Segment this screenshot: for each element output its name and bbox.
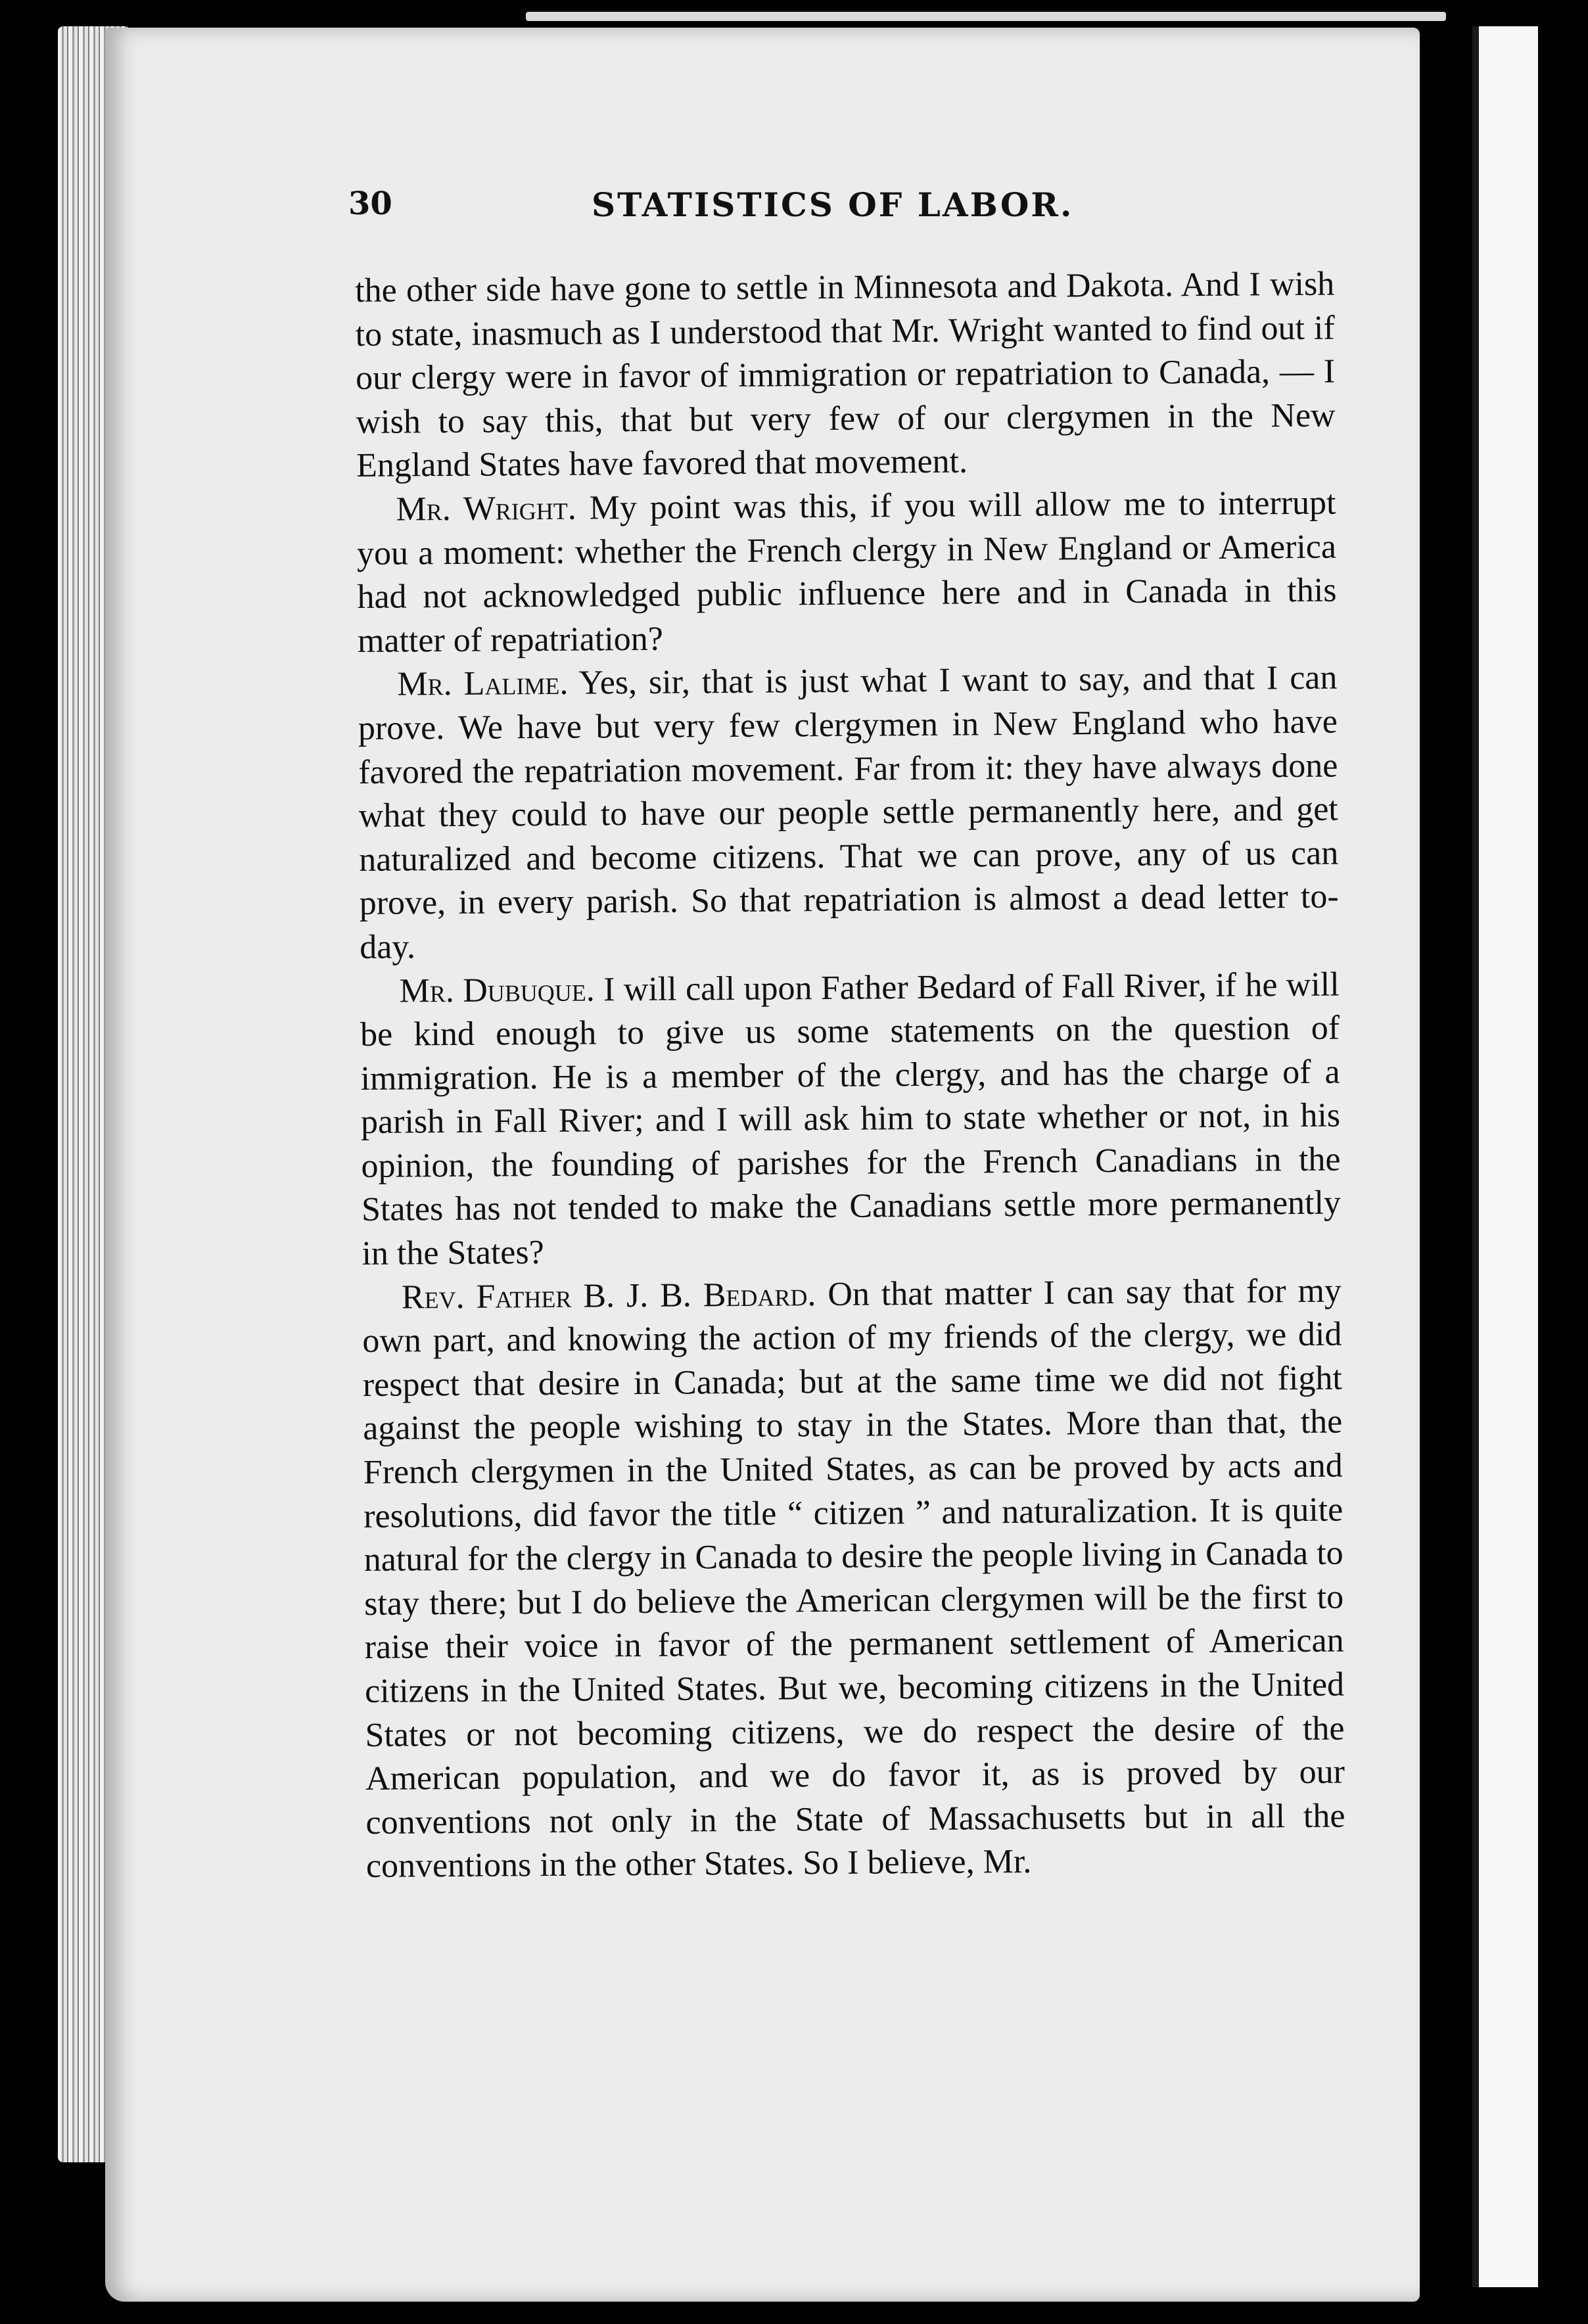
speaker-name: Mr. Dubuque.: [399, 970, 596, 1010]
running-title: STATISTICS OF LABOR.: [592, 185, 1074, 224]
speaker-name: Mr. Wright.: [396, 489, 576, 528]
paragraph-text: On that matter I can say that for my own part, and knowing the action of my friends of the clergy, we did respect that desire in Canada; but at the same time we did not fight against the people wishing to stay in the States. More than that, the French clergymen in the United States, as can be proved by acts and resolutions, did favor the title “ citizen ” and naturalization. It is quite natural for the clergy in Canada to desire the people living in Canada to stay there; but I do believe the American clergymen will be the first to raise their voice in favor of the permanent settlement of American citizens in the United States. But we, becoming citizens in the United States or not becoming citizens, we do respect the desire of the American population, and we do favor it, as is proved by our conventions not only in the State of Massachusetts but in all the conventions in the other States. So I believe, Mr.: [362, 1272, 1345, 1886]
paragraph-bedard: [362, 1269, 1345, 1889]
page-body: [355, 263, 1345, 1889]
paragraph-text: I will call upon Father Bedard of Fall River, if he will be kind enough to give us some statements on the question of immigration. He is a member of the clergy, and has the charge of a parish in Fall River; and I will ask him to state whether or not, in his opinion, the founding of parishes for the French Canadians in the States has not tended to make the Canadians settle more permanently in the States?: [360, 965, 1342, 1273]
facing-page-edge: [1472, 26, 1538, 2287]
page-header: [348, 185, 1341, 244]
page-number: 30: [348, 185, 392, 222]
book-top-edge: [526, 12, 1446, 21]
speaker-name: Mr. Lalime.: [397, 664, 569, 703]
paragraph-wright: [356, 482, 1337, 664]
paragraph-text: the other side have gone to settle in Minnesota and Dakota. And I wish to state, inasmuch as I understood that Mr. Wright wanted to find out if our clergy were in favor of immigration or repatriation to Canada, — I wish to say this, that but very few of our clergymen in the New England States have favored that movement.: [355, 265, 1336, 485]
speaker-name: Rev. Father B. J. B. Bedard.: [401, 1275, 816, 1316]
paragraph-lalime: [358, 657, 1339, 970]
paragraph-text: Yes, sir, that is just what I want to say, and that I can prove. We have but very few clergymen in New England who have favored the repatriation movement. Far from it: they have always done what they could to have our people settle permanently here, and get naturalized and become citizens. That we can prove, any of us can prove, in every parish. So that repatriation is almost a dead letter to-day.: [358, 659, 1339, 966]
paragraph-continued: [355, 263, 1336, 488]
paragraph-text: My point was this, if you will allow me to interrupt you a moment: whether the French clergy in New England or America had not acknowledged public influence here and in Canada in this matter of repatriation?: [356, 484, 1337, 660]
paragraph-dubuque: [360, 963, 1341, 1276]
